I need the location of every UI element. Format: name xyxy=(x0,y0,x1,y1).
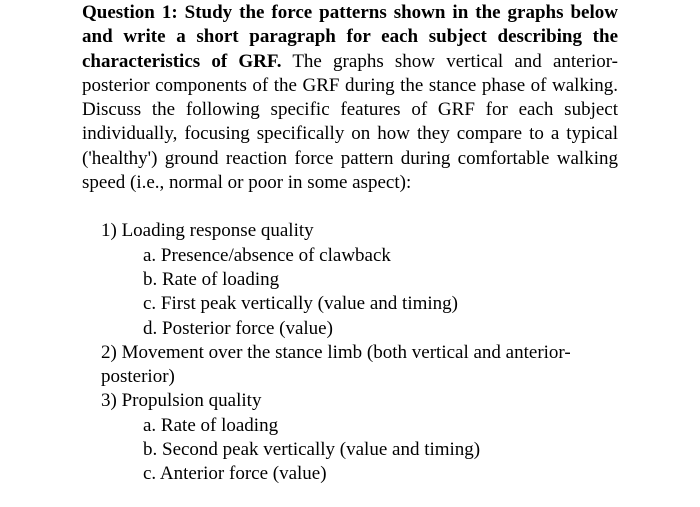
list-item-movement-over-limb: 2) Movement over the stance limb (both vertical and anterior- xyxy=(101,341,571,363)
list-item-propulsion-quality: 3) Propulsion quality xyxy=(101,390,262,412)
sub-item-clawback: a. Presence/absence of clawback xyxy=(143,244,391,266)
list-item-movement-over-limb-continued: posterior) xyxy=(101,366,175,388)
feature-list xyxy=(82,219,618,486)
question-paragraph xyxy=(82,1,618,195)
sub-item-propulsion-rate-of-loading: a. Rate of loading xyxy=(143,414,279,436)
question-document xyxy=(82,1,618,487)
question-heading: Question 1: Study the force patterns shown in the graphs below and write a short paragraph for each subject describing the characteristics of GRF. xyxy=(82,2,618,72)
sub-item-rate-of-loading: b. Rate of loading xyxy=(143,268,280,290)
sub-item-second-peak: b. Second peak vertically (value and timing) xyxy=(143,439,481,461)
sub-item-anterior-force: c. Anterior force (value) xyxy=(143,463,327,485)
list-item-loading-response: 1) Loading response quality xyxy=(101,220,314,242)
sub-item-first-peak: c. First peak vertically (value and timing) xyxy=(143,293,458,315)
question-body: The graphs show vertical and anterior-posterior components of the GRF during the stance phase of walking. Discuss the following specific features of GRF for each subject individually, focusing specifically on how they compare to a typical ('healthy') ground reaction force pattern during comfortable walking speed (i.e., normal or poor in some aspect): xyxy=(82,50,618,194)
sub-item-posterior-force: d. Posterior force (value) xyxy=(143,317,333,339)
